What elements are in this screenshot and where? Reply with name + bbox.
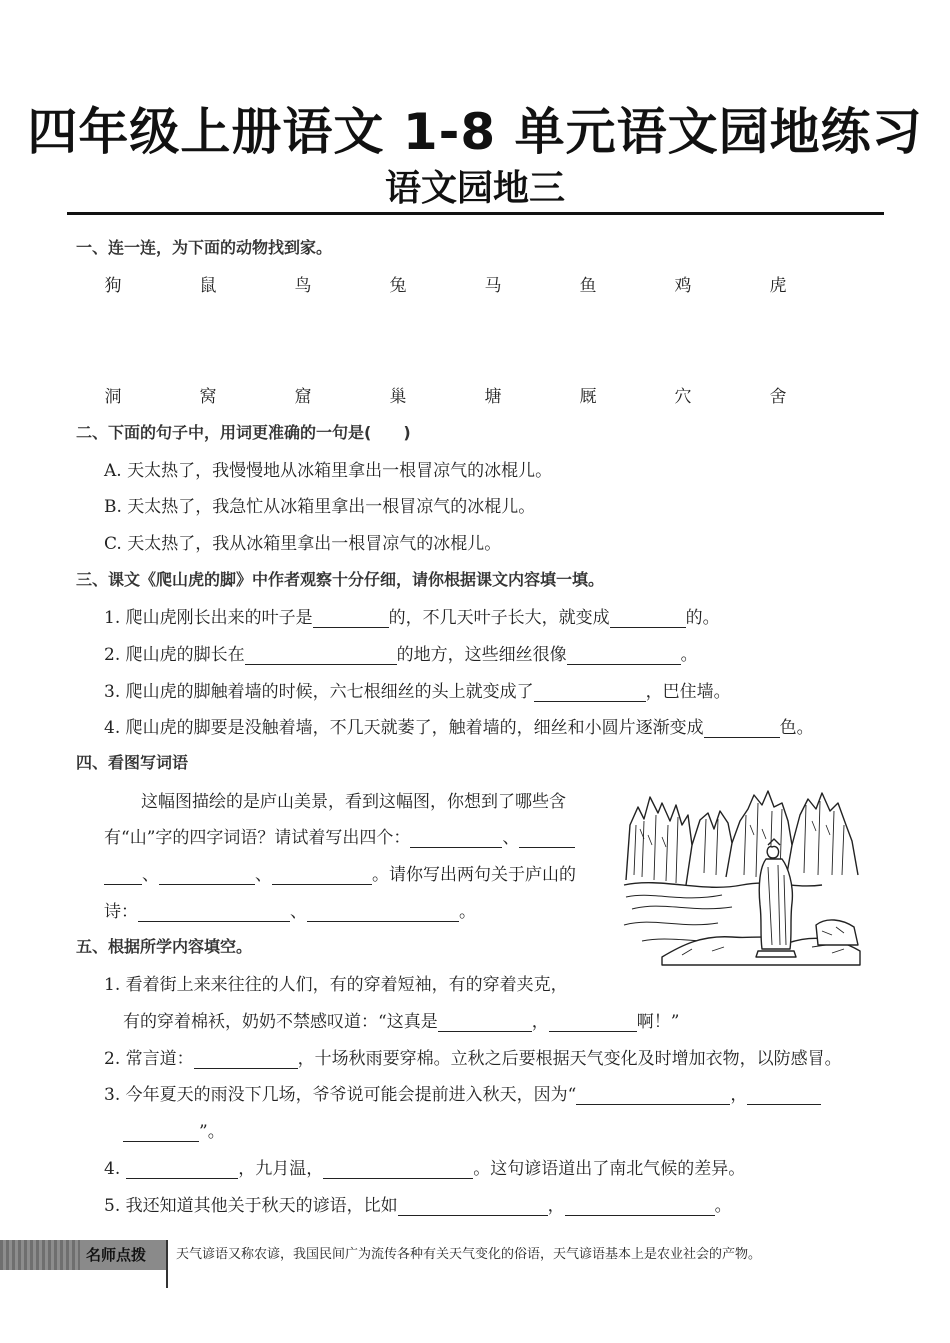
q5-item-2-text-a: 2. 常言道： — [104, 1049, 194, 1069]
answer-blank[interactable] — [323, 1160, 473, 1179]
answer-blank[interactable] — [272, 866, 372, 885]
home-nest[interactable]: 窝 — [199, 387, 217, 407]
answer-blank[interactable] — [194, 1050, 298, 1069]
q4-line-2 — [104, 823, 575, 848]
answer-blank[interactable] — [567, 646, 681, 665]
animal-fish[interactable]: 鱼 — [579, 276, 597, 296]
q5-item-3-text-a: 3. 今年夏天的雨没下几场，爷爷说可能会提前进入秋天，因为“ — [104, 1085, 577, 1105]
q5-heading: 五、根据所学内容填空。 — [76, 937, 253, 956]
q4-line-3-text: 。请你写出两句关于庐山的 — [372, 865, 576, 885]
answer-blank[interactable] — [410, 829, 502, 848]
q3-item-4-text-a: 4. 爬山虎的脚要是没触着墙，不几天就萎了，触着墙的，细丝和小圆片逐渐变成 — [104, 718, 704, 738]
q5-item-5-text-a: 5. 我还知道其他关于秋天的谚语，比如 — [104, 1196, 398, 1216]
q3-item-4-text-b: 色。 — [779, 718, 814, 738]
q5-sep: ， — [730, 1085, 748, 1105]
animal-chicken[interactable]: 鸡 — [674, 276, 692, 296]
home-burrow[interactable]: 穴 — [674, 387, 692, 407]
home-pond[interactable]: 塘 — [484, 387, 502, 407]
home-den[interactable]: 窟 — [294, 387, 312, 407]
animal-rabbit[interactable]: 兔 — [389, 276, 407, 296]
q5-item-2 — [104, 1044, 842, 1069]
answer-blank[interactable] — [126, 1160, 238, 1179]
q4-sep: 、 — [255, 865, 272, 885]
q3-item-3 — [104, 677, 731, 702]
q5-item-3-end: ”。 — [199, 1122, 225, 1142]
answer-blank[interactable] — [549, 1013, 637, 1032]
q3-item-1-text-c: 的。 — [685, 608, 720, 628]
q5-item-1-line-1: 1. 看着街上来来往往的人们，有的穿着短袖，有的穿着夹克， — [104, 975, 568, 995]
answer-blank[interactable] — [704, 719, 780, 738]
answer-blank[interactable] — [576, 1086, 730, 1105]
q4-line-4 — [104, 897, 476, 922]
q2-option-c[interactable]: C. 天太热了，我从冰箱里拿出一根冒凉气的冰棍儿。 — [104, 534, 502, 554]
q5-item-1-end: 啊！” — [636, 1012, 680, 1032]
answer-blank[interactable] — [610, 609, 686, 628]
q3-item-2-text-b: 的地方，这些细丝很像 — [396, 645, 567, 665]
animal-horse[interactable]: 马 — [484, 276, 502, 296]
q3-item-2-text-a: 2. 爬山虎的脚长在 — [104, 645, 245, 665]
q4-line-2-text: 有“山”字的四字词语？请试着写出四个： — [104, 828, 411, 848]
home-shed[interactable]: 舍 — [769, 387, 787, 407]
q4-line-1: 这幅图描绘的是庐山美景，看到这幅图，你想到了哪些含 — [141, 792, 566, 812]
q5-item-5 — [104, 1191, 732, 1216]
q4-line-3 — [104, 860, 576, 885]
answer-blank[interactable] — [313, 609, 389, 628]
q4-sep: 、 — [142, 865, 159, 885]
q4-heading: 四、看图写词语 — [76, 753, 189, 772]
home-cave[interactable]: 洞 — [104, 387, 122, 407]
q4-sep: 、 — [502, 828, 520, 848]
answer-blank[interactable] — [747, 1086, 821, 1105]
q5-sep: ， — [531, 1012, 549, 1032]
q2-heading: 二、下面的句子中，用词更准确的一句是( ) — [76, 423, 411, 442]
tip-divider — [166, 1240, 168, 1288]
q3-item-3-text-a: 3. 爬山虎的脚触着墙的时候，六七根细丝的头上就变成了 — [104, 682, 534, 702]
q3-item-4 — [104, 713, 814, 738]
answer-blank[interactable] — [398, 1197, 548, 1216]
animal-bird[interactable]: 鸟 — [294, 276, 312, 296]
q5-item-3-cont — [123, 1117, 225, 1142]
tip-label: 名师点拨 — [86, 1246, 147, 1264]
page-subtitle: 语文园地三 — [384, 168, 565, 209]
q3-heading: 三、课文《爬山虎的脚》中作者观察十分仔细，请你根据课文内容填一填。 — [76, 570, 605, 589]
q5-item-3 — [104, 1080, 821, 1105]
q4-sep: 、 — [290, 902, 307, 922]
q3-item-1-text-a: 1. 爬山虎刚长出来的叶子是 — [104, 608, 313, 628]
q3-item-1-text-b: 的，不几天叶子长大，就变成 — [388, 608, 610, 628]
q5-sep: ， — [547, 1196, 565, 1216]
q5-item-1-text: 有的穿着棉袄，奶奶不禁感叹道：“这真是 — [123, 1012, 438, 1032]
q5-item-1-line-2 — [123, 1007, 679, 1032]
q5-item-2-text-b: ，十场秋雨要穿棉。立秋之后要根据天气变化及时增加衣物，以防感冒。 — [297, 1049, 842, 1069]
answer-blank[interactable] — [245, 646, 397, 665]
answer-blank[interactable] — [104, 866, 142, 885]
animal-tiger[interactable]: 虎 — [769, 276, 787, 296]
animal-dog[interactable]: 狗 — [104, 276, 122, 296]
q3-item-2-text-c: 。 — [680, 645, 698, 665]
animal-mouse[interactable]: 鼠 — [199, 276, 217, 296]
q3-item-3-text-b: ，巴住墙。 — [645, 682, 731, 702]
tip-text: 天气谚语又称农谚，我国民间广为流传各种有关天气变化的俗语，天气谚语基本上是农业社会的产物。 — [176, 1247, 762, 1262]
q1-heading: 一、连一连，为下面的动物找到家。 — [76, 238, 333, 257]
q5-item-4-num: 4. — [104, 1159, 121, 1179]
tip-label-pattern — [0, 1240, 80, 1270]
q5-item-4 — [104, 1154, 745, 1179]
answer-blank[interactable] — [519, 829, 575, 848]
answer-blank[interactable] — [138, 903, 290, 922]
q5-item-5-end: 。 — [714, 1196, 732, 1216]
answer-blank[interactable] — [307, 903, 459, 922]
q5-item-4-text-b: ，九月温， — [238, 1159, 324, 1179]
title-divider — [67, 212, 884, 215]
q2-option-a[interactable]: A. 天太热了，我慢慢地从冰箱里拿出一根冒凉气的冰棍儿。 — [104, 461, 553, 481]
answer-blank[interactable] — [159, 866, 255, 885]
home-tree-nest[interactable]: 巢 — [389, 387, 407, 407]
answer-blank[interactable] — [123, 1123, 199, 1142]
q3-item-1 — [104, 603, 720, 628]
q5-item-4-text-c: 。这句谚语道出了南北气候的差异。 — [473, 1159, 746, 1179]
answer-blank[interactable] — [438, 1013, 532, 1032]
answer-blank[interactable] — [534, 683, 646, 702]
q2-option-b[interactable]: B. 天太热了，我急忙从冰箱里拿出一根冒凉气的冰棍儿。 — [104, 497, 536, 517]
q4-sep: 。 — [459, 902, 476, 922]
lushan-illustration — [622, 785, 862, 967]
q3-item-2 — [104, 640, 698, 665]
answer-blank[interactable] — [565, 1197, 715, 1216]
page-title: 四年级上册语文 1-8 单元语文园地练习 — [27, 103, 923, 161]
home-stable[interactable]: 厩 — [579, 387, 597, 407]
q4-line-4-text: 诗： — [104, 902, 138, 922]
